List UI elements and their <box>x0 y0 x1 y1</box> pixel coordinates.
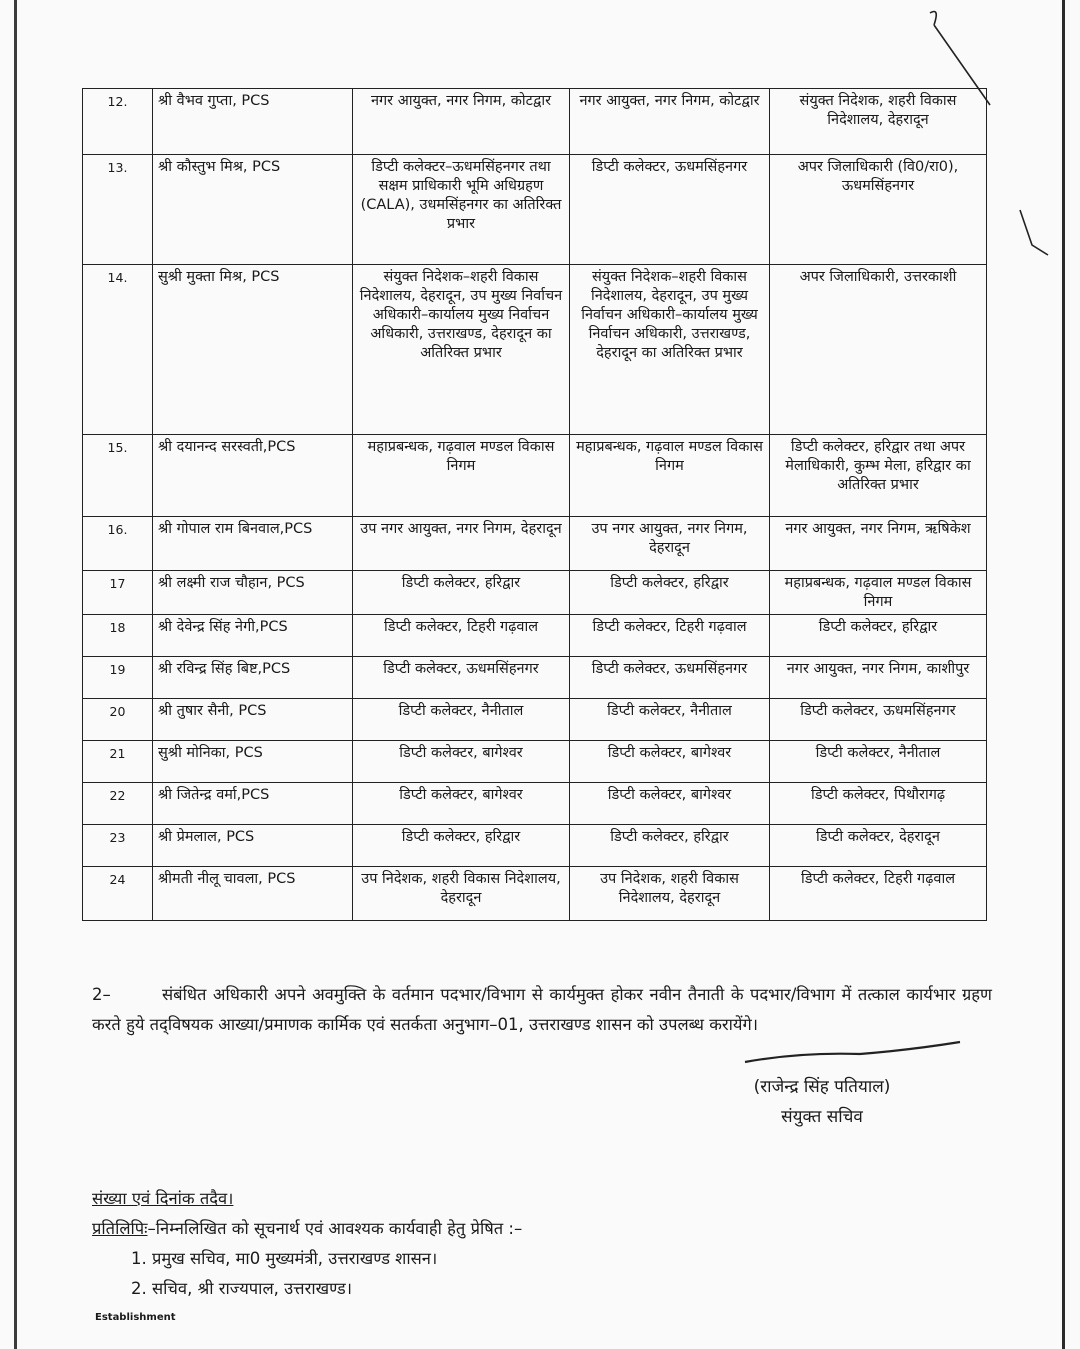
officer-name-cell: सुश्री मोनिका, PCS <box>153 741 353 783</box>
relieved-post-cell: डिप्टी कलेक्टर, ऊधमसिंहनगर <box>570 155 770 265</box>
new-post-cell: अपर जिलाधिकारी, उत्तरकाशी <box>770 265 987 435</box>
current-post-cell: डिप्टी कलेक्टर, नैनीताल <box>353 699 570 741</box>
paragraph-text: संबंधित अधिकारी अपने अवमुक्ति के वर्तमान पदभार/विभाग से कार्यमुक्त होकर नवीन तैनाती के पदभार/विभाग में तत्काल कार्यभार ग्रहण करते हुये तद्‌विषयक आख्या/प्रमाणक कार्मिक एवं सतर्कता अनुभाग–01, उत्तराखण्ड शासन को उपलब्ध करायेंगे। <box>92 985 992 1034</box>
new-post-cell: अपर जिलाधिकारी (वि0/रा0), ऊधमसिंहनगर <box>770 155 987 265</box>
relieved-post-cell: डिप्टी कलेक्टर, बागेश्वर <box>570 783 770 825</box>
officer-name-cell: श्री जितेन्द्र वर्मा,PCS <box>153 783 353 825</box>
current-post-cell: महाप्रबन्धक, गढ़वाल मण्डल विकास निगम <box>353 435 570 517</box>
signatory-name: (राजेन्द्र सिंह पतियाल) <box>753 1077 891 1097</box>
table-row <box>83 517 987 571</box>
new-post-cell: डिप्टी कलेक्टर, हरिद्वार तथा अपर मेलाधिकारी, कुम्भ मेला, हरिद्वार का अतिरिक्त प्रभार <box>770 435 987 517</box>
serial-number-cell: 23 <box>83 825 153 867</box>
serial-number-cell: 20 <box>83 699 153 741</box>
current-post-cell: डिप्टी कलेक्टर, ऊधमसिंहनगर <box>353 657 570 699</box>
new-post-cell: नगर आयुक्त, नगर निगम, काशीपुर <box>770 657 987 699</box>
officer-name-cell: श्री कौस्तुभ मिश्र, PCS <box>153 155 353 265</box>
relieved-post-cell: डिप्टी कलेक्टर, टिहरी गढ़वाल <box>570 615 770 657</box>
relieved-post-cell: संयुक्त निदेशक–शहरी विकास निदेशालय, देहरादून, उप मुख्य निर्वाचन अधिकारी–कार्यालय मुख्य निर्वाचन अधिकारी, उत्तराखण्ड, देहरादून का अतिरिक्त प्रभार <box>570 265 770 435</box>
copy-to-item: 1. प्रमुख सचिव, मा0 मुख्यमंत्री, उत्तराखण्ड शासन। <box>152 1244 522 1274</box>
new-post-cell: नगर आयुक्त, नगर निगम, ऋषिकेश <box>770 517 987 571</box>
copy-to-label: प्रतिलिपिः <box>92 1219 148 1238</box>
serial-number-cell: 21 <box>83 741 153 783</box>
current-post-cell: डिप्टी कलेक्टर, बागेश्वर <box>353 783 570 825</box>
new-post-cell: महाप्रबन्धक, गढ़वाल मण्डल विकास निगम <box>770 571 987 615</box>
serial-number-cell: 19 <box>83 657 153 699</box>
new-post-cell: डिप्टी कलेक्टर, हरिद्वार <box>770 615 987 657</box>
table-row <box>83 155 987 265</box>
copy-to-item: 2. सचिव, श्री राज्यपाल, उत्तराखण्ड। <box>152 1274 522 1304</box>
officer-name-cell: श्री वैभव गुप्ता, PCS <box>153 89 353 155</box>
table-row <box>83 571 987 615</box>
serial-number-cell: 14. <box>83 265 153 435</box>
new-post-cell: संयुक्त निदेशक, शहरी विकास निदेशालय, देहरादून <box>770 89 987 155</box>
new-post-cell: डिप्टी कलेक्टर, ऊधमसिंहनगर <box>770 699 987 741</box>
table-row <box>83 867 987 921</box>
current-post-cell: नगर आयुक्त, नगर निगम, कोटद्वार <box>353 89 570 155</box>
current-post-cell: संयुक्त निदेशक–शहरी विकास निदेशालय, देहरादून, उप मुख्य निर्वाचन अधिकारी–कार्यालय मुख्य निर्वाचन अधिकारी, उत्तराखण्ड, देहरादून का अतिरिक्त प्रभार <box>353 265 570 435</box>
table-row <box>83 265 987 435</box>
officer-name-cell: श्री दयानन्द सरस्वती,PCS <box>153 435 353 517</box>
relieved-post-cell: डिप्टी कलेक्टर, हरिद्वार <box>570 571 770 615</box>
relieved-post-cell: नगर आयुक्त, नगर निगम, कोटद्वार <box>570 89 770 155</box>
relieved-post-cell: डिप्टी कलेक्टर, ऊधमसिंहनगर <box>570 657 770 699</box>
relieved-post-cell: उप निदेशक, शहरी विकास निदेशालय, देहरादून <box>570 867 770 921</box>
current-post-cell: डिप्टी कलेक्टर, हरिद्वार <box>353 825 570 867</box>
officer-name-cell: श्री लक्ष्मी राज चौहान, PCS <box>153 571 353 615</box>
table-row <box>83 89 987 155</box>
officer-name-cell: श्रीमती नीलू चावला, PCS <box>153 867 353 921</box>
current-post-cell: डिप्टी कलेक्टर, हरिद्वार <box>353 571 570 615</box>
table-row <box>83 615 987 657</box>
signatory-designation: संयुक्त सचिव <box>781 1107 863 1127</box>
copy-to-line <box>92 1214 522 1244</box>
officer-name-cell: श्री गोपाल राम बिनवाल,PCS <box>153 517 353 571</box>
reference-block <box>92 1184 522 1304</box>
officer-name-cell: श्री तुषार सैनी, PCS <box>153 699 353 741</box>
officer-name-cell: श्री रविन्द्र सिंह बिष्ट,PCS <box>153 657 353 699</box>
signature-block <box>712 1072 932 1132</box>
relieved-post-cell: डिप्टी कलेक्टर, हरिद्वार <box>570 825 770 867</box>
relieved-post-cell: डिप्टी कलेक्टर, नैनीताल <box>570 699 770 741</box>
serial-number-cell: 12. <box>83 89 153 155</box>
relieved-post-cell: महाप्रबन्धक, गढ़वाल मण्डल विकास निगम <box>570 435 770 517</box>
table-row <box>83 657 987 699</box>
table-row <box>83 741 987 783</box>
paragraph-2 <box>92 980 992 1040</box>
officer-name-cell: सुश्री मुक्ता मिश्र, PCS <box>153 265 353 435</box>
relieved-post-cell: डिप्टी कलेक्टर, बागेश्वर <box>570 741 770 783</box>
paragraph-number: 2– <box>92 985 111 1004</box>
signature-mark <box>740 1040 970 1070</box>
new-post-cell: डिप्टी कलेक्टर, देहरादून <box>770 825 987 867</box>
copy-to-list <box>92 1244 522 1304</box>
current-post-cell: डिप्टी कलेक्टर, टिहरी गढ़वाल <box>353 615 570 657</box>
table-row <box>83 435 987 517</box>
current-post-cell: उप नगर आयुक्त, नगर निगम, देहरादून <box>353 517 570 571</box>
serial-number-cell: 16. <box>83 517 153 571</box>
new-post-cell: डिप्टी कलेक्टर, नैनीताल <box>770 741 987 783</box>
page-right-edge <box>1062 0 1065 1349</box>
relieved-post-cell: उप नगर आयुक्त, नगर निगम, देहरादून <box>570 517 770 571</box>
page-left-edge <box>14 0 17 1349</box>
current-post-cell: उप निदेशक, शहरी विकास निदेशालय, देहरादून <box>353 867 570 921</box>
table-row <box>83 699 987 741</box>
serial-number-cell: 18 <box>83 615 153 657</box>
copy-to-text: –निम्नलिखित को सूचनार्थ एवं आवश्यक कार्यवाही हेतु प्रेषित :– <box>147 1219 523 1238</box>
serial-number-cell: 17 <box>83 571 153 615</box>
officer-name-cell: श्री प्रेमलाल, PCS <box>153 825 353 867</box>
serial-number-cell: 13. <box>83 155 153 265</box>
table-row <box>83 783 987 825</box>
new-post-cell: डिप्टी कलेक्टर, पिथौरागढ़ <box>770 783 987 825</box>
current-post-cell: डिप्टी कलेक्टर, बागेश्वर <box>353 741 570 783</box>
footer-label: Establishment <box>95 1312 176 1323</box>
table-row <box>83 825 987 867</box>
transfer-table <box>82 88 987 921</box>
new-post-cell: डिप्टी कलेक्टर, टिहरी गढ़वाल <box>770 867 987 921</box>
officer-name-cell: श्री देवेन्द्र सिंह नेगी,PCS <box>153 615 353 657</box>
serial-number-cell: 24 <box>83 867 153 921</box>
serial-number-cell: 22 <box>83 783 153 825</box>
reference-number-line: संख्या एवं दिनांक तदैव। <box>92 1189 234 1208</box>
current-post-cell: डिप्टी कलेक्टर–ऊधमसिंहनगर तथा सक्षम प्राधिकारी भूमि अधिग्रहण (CALA), उधमसिंहनगर का अतिरिक्त प्रभार <box>353 155 570 265</box>
serial-number-cell: 15. <box>83 435 153 517</box>
